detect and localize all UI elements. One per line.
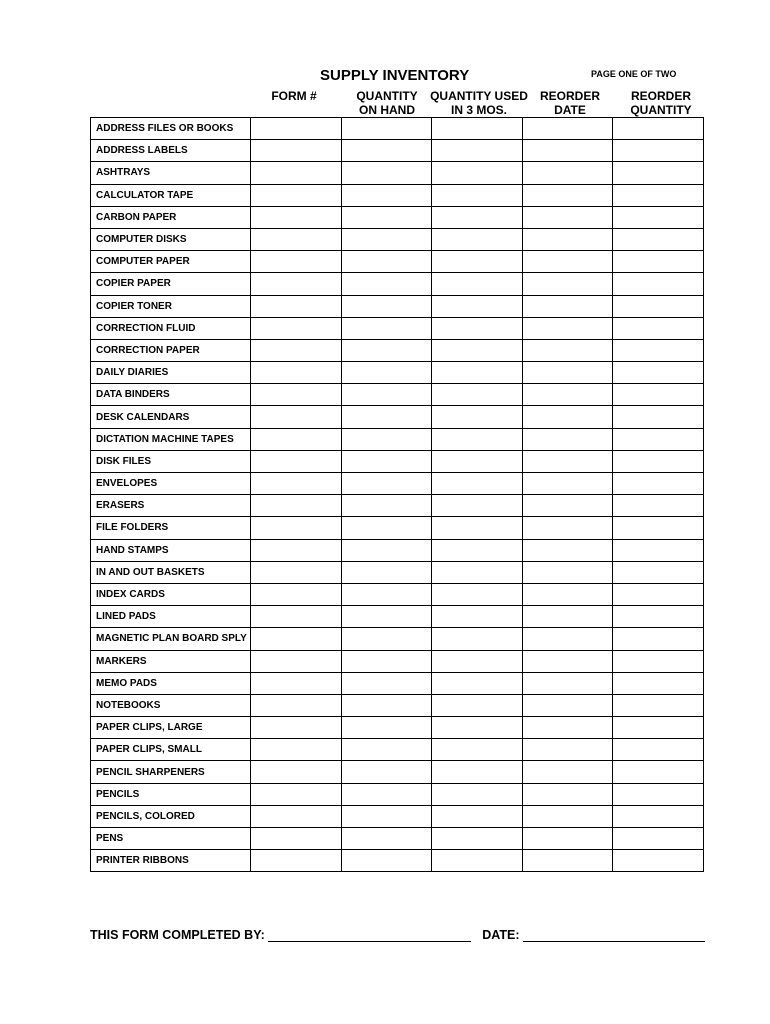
reorder-quantity-cell[interactable] [613,251,704,273]
quantity-on-hand-cell[interactable] [341,362,432,384]
form-number-cell[interactable] [251,406,342,428]
supply-item-label: PAPER CLIPS, SMALL [91,739,251,761]
table-row [91,561,704,583]
quantity-used-cell[interactable] [432,583,523,605]
reorder-quantity-cell[interactable] [613,694,704,716]
supply-item-label: COPIER PAPER [91,273,251,295]
table-row [91,739,704,761]
form-number-cell[interactable] [251,428,342,450]
reorder-date-cell[interactable] [522,761,613,783]
quantity-used-cell[interactable] [432,317,523,339]
reorder-date-cell[interactable] [522,251,613,273]
supply-item-label: IN AND OUT BASKETS [91,561,251,583]
reorder-quantity-cell[interactable] [613,273,704,295]
table-row [91,384,704,406]
quantity-used-cell[interactable] [432,717,523,739]
form-number-cell[interactable] [251,739,342,761]
reorder-date-cell[interactable] [522,140,613,162]
quantity-on-hand-cell[interactable] [341,717,432,739]
quantity-on-hand-cell[interactable] [341,406,432,428]
reorder-date-cell[interactable] [522,561,613,583]
reorder-date-cell[interactable] [522,717,613,739]
reorder-quantity-cell[interactable] [613,583,704,605]
form-number-cell[interactable] [251,628,342,650]
column-header-line: QUANTITY [630,103,692,117]
reorder-quantity-cell[interactable] [613,228,704,250]
column-header-line: FORM # [271,89,317,103]
column-header-reorder-quantity [626,89,696,117]
form-number-cell[interactable] [251,717,342,739]
table-row [91,783,704,805]
quantity-used-cell[interactable] [432,473,523,495]
supply-item-label: CORRECTION FLUID [91,317,251,339]
quantity-on-hand-cell[interactable] [341,384,432,406]
quantity-used-cell[interactable] [432,628,523,650]
reorder-quantity-cell[interactable] [613,805,704,827]
table-row [91,428,704,450]
supply-item-label: FILE FOLDERS [91,517,251,539]
quantity-used-cell[interactable] [432,850,523,872]
reorder-date-cell[interactable] [522,783,613,805]
reorder-quantity-cell[interactable] [613,162,704,184]
supply-item-label: PAPER CLIPS, LARGE [91,717,251,739]
supply-item-label: CARBON PAPER [91,206,251,228]
inventory-table [90,117,704,872]
quantity-used-cell[interactable] [432,672,523,694]
table-row [91,539,704,561]
supply-item-label: DATA BINDERS [91,384,251,406]
reorder-quantity-cell[interactable] [613,650,704,672]
table-row [91,295,704,317]
table-row [91,251,704,273]
reorder-date-cell[interactable] [522,828,613,850]
reorder-date-cell[interactable] [522,406,613,428]
reorder-quantity-cell[interactable] [613,606,704,628]
form-number-cell[interactable] [251,450,342,472]
reorder-quantity-cell[interactable] [613,184,704,206]
quantity-used-cell[interactable] [432,184,523,206]
supply-item-label: PENCIL SHARPENERS [91,761,251,783]
quantity-used-cell[interactable] [432,694,523,716]
form-number-cell[interactable] [251,517,342,539]
supply-item-label: COMPUTER DISKS [91,228,251,250]
column-header-quantity-used [430,89,528,117]
quantity-used-cell[interactable] [432,362,523,384]
supply-item-label: ASHTRAYS [91,162,251,184]
quantity-on-hand-cell[interactable] [341,783,432,805]
reorder-quantity-cell[interactable] [613,384,704,406]
quantity-on-hand-cell[interactable] [341,650,432,672]
table-row [91,761,704,783]
reorder-date-cell[interactable] [522,273,613,295]
reorder-date-cell[interactable] [522,228,613,250]
reorder-quantity-cell[interactable] [613,339,704,361]
reorder-quantity-cell[interactable] [613,495,704,517]
reorder-date-cell[interactable] [522,184,613,206]
supply-item-label: PENS [91,828,251,850]
table-row [91,495,704,517]
quantity-used-cell[interactable] [432,140,523,162]
supply-item-label: INDEX CARDS [91,583,251,605]
quantity-used-cell[interactable] [432,828,523,850]
form-number-cell[interactable] [251,583,342,605]
form-number-cell[interactable] [251,251,342,273]
form-number-cell[interactable] [251,473,342,495]
reorder-quantity-cell[interactable] [613,406,704,428]
column-header-reorder-date [536,89,604,117]
table-row [91,317,704,339]
reorder-quantity-cell[interactable] [613,428,704,450]
reorder-date-cell[interactable] [522,850,613,872]
table-row [91,206,704,228]
reorder-date-cell[interactable] [522,295,613,317]
supply-item-label: ADDRESS LABELS [91,140,251,162]
quantity-used-cell[interactable] [432,384,523,406]
supply-item-label: COMPUTER PAPER [91,251,251,273]
quantity-used-cell[interactable] [432,561,523,583]
table-row [91,118,704,140]
form-number-cell[interactable] [251,783,342,805]
reorder-quantity-cell[interactable] [613,850,704,872]
reorder-date-cell[interactable] [522,672,613,694]
page-indicator: PAGE ONE OF TWO [591,69,677,79]
supply-item-label: PENCILS, COLORED [91,805,251,827]
quantity-used-cell[interactable] [432,228,523,250]
completed-by-field[interactable] [268,929,471,942]
quantity-used-cell[interactable] [432,606,523,628]
supply-item-label: PENCILS [91,783,251,805]
quantity-used-cell[interactable] [432,650,523,672]
reorder-date-cell[interactable] [522,206,613,228]
reorder-date-cell[interactable] [522,650,613,672]
reorder-date-cell[interactable] [522,606,613,628]
quantity-on-hand-cell[interactable] [341,694,432,716]
reorder-date-cell[interactable] [522,628,613,650]
table-row [91,450,704,472]
quantity-on-hand-cell[interactable] [341,184,432,206]
table-row [91,228,704,250]
reorder-quantity-cell[interactable] [613,539,704,561]
quantity-used-cell[interactable] [432,805,523,827]
column-header-line: DATE [554,103,586,117]
quantity-on-hand-cell[interactable] [341,450,432,472]
quantity-on-hand-cell[interactable] [341,583,432,605]
quantity-used-cell[interactable] [432,339,523,361]
quantity-on-hand-cell[interactable] [341,828,432,850]
reorder-date-cell[interactable] [522,805,613,827]
reorder-quantity-cell[interactable] [613,450,704,472]
quantity-on-hand-cell[interactable] [341,739,432,761]
quantity-used-cell[interactable] [432,251,523,273]
column-header-quantity-on-hand [352,89,422,117]
table-row [91,583,704,605]
supply-item-label: DAILY DIARIES [91,362,251,384]
supply-item-label: COPIER TONER [91,295,251,317]
form-footer [90,928,705,942]
quantity-on-hand-cell[interactable] [341,317,432,339]
reorder-date-cell[interactable] [522,384,613,406]
quantity-used-cell[interactable] [432,206,523,228]
reorder-quantity-cell[interactable] [613,828,704,850]
column-header-line: QUANTITY [356,89,418,103]
supply-item-label: DISK FILES [91,450,251,472]
table-row [91,717,704,739]
reorder-quantity-cell[interactable] [613,739,704,761]
quantity-on-hand-cell[interactable] [341,140,432,162]
quantity-on-hand-cell[interactable] [341,251,432,273]
reorder-quantity-cell[interactable] [613,362,704,384]
quantity-used-cell[interactable] [432,517,523,539]
form-number-cell[interactable] [251,206,342,228]
table-row [91,162,704,184]
reorder-date-cell[interactable] [522,162,613,184]
supply-item-label: MEMO PADS [91,672,251,694]
form-number-cell[interactable] [251,228,342,250]
supply-item-label: DESK CALENDARS [91,406,251,428]
reorder-quantity-cell[interactable] [613,140,704,162]
column-header-line: ON HAND [359,103,415,117]
form-number-cell[interactable] [251,339,342,361]
supply-item-label: CALCULATOR TAPE [91,184,251,206]
quantity-on-hand-cell[interactable] [341,517,432,539]
reorder-date-cell[interactable] [522,694,613,716]
column-header-line: QUANTITY USED [430,89,528,103]
quantity-used-cell[interactable] [432,495,523,517]
reorder-date-cell[interactable] [522,517,613,539]
form-number-cell[interactable] [251,828,342,850]
quantity-on-hand-cell[interactable] [341,273,432,295]
quantity-on-hand-cell[interactable] [341,805,432,827]
reorder-quantity-cell[interactable] [613,717,704,739]
form-number-cell[interactable] [251,850,342,872]
reorder-quantity-cell[interactable] [613,517,704,539]
column-header-form-number [268,89,320,103]
reorder-quantity-cell[interactable] [613,561,704,583]
form-number-cell[interactable] [251,184,342,206]
reorder-quantity-cell[interactable] [613,295,704,317]
form-number-cell[interactable] [251,140,342,162]
form-title: SUPPLY INVENTORY [320,67,470,84]
form-number-cell[interactable] [251,761,342,783]
quantity-on-hand-cell[interactable] [341,561,432,583]
quantity-on-hand-cell[interactable] [341,628,432,650]
date-label: DATE: [482,928,520,942]
supply-item-label: ENVELOPES [91,473,251,495]
inventory-table-body [91,118,704,872]
quantity-used-cell[interactable] [432,295,523,317]
form-number-cell[interactable] [251,650,342,672]
quantity-on-hand-cell[interactable] [341,761,432,783]
form-number-cell[interactable] [251,561,342,583]
quantity-on-hand-cell[interactable] [341,162,432,184]
form-number-cell[interactable] [251,606,342,628]
reorder-quantity-cell[interactable] [613,118,704,140]
form-number-cell[interactable] [251,118,342,140]
reorder-date-cell[interactable] [522,317,613,339]
quantity-on-hand-cell[interactable] [341,206,432,228]
form-number-cell[interactable] [251,805,342,827]
reorder-quantity-cell[interactable] [613,473,704,495]
reorder-quantity-cell[interactable] [613,317,704,339]
reorder-date-cell[interactable] [522,583,613,605]
supply-item-label: MAGNETIC PLAN BOARD SPLY [91,628,251,650]
reorder-date-cell[interactable] [522,362,613,384]
quantity-on-hand-cell[interactable] [341,495,432,517]
quantity-on-hand-cell[interactable] [341,850,432,872]
column-header-line: IN 3 MOS. [450,103,507,117]
supply-item-label: ERASERS [91,495,251,517]
form-number-cell[interactable] [251,295,342,317]
table-row [91,517,704,539]
table-row [91,140,704,162]
reorder-quantity-cell[interactable] [613,783,704,805]
table-row [91,473,704,495]
quantity-on-hand-cell[interactable] [341,539,432,561]
reorder-date-cell[interactable] [522,118,613,140]
quantity-used-cell[interactable] [432,739,523,761]
quantity-used-cell[interactable] [432,406,523,428]
quantity-on-hand-cell[interactable] [341,428,432,450]
quantity-on-hand-cell[interactable] [341,606,432,628]
supply-item-label: HAND STAMPS [91,539,251,561]
form-number-cell[interactable] [251,162,342,184]
date-field[interactable] [523,929,705,942]
form-number-cell[interactable] [251,539,342,561]
reorder-quantity-cell[interactable] [613,672,704,694]
table-row [91,339,704,361]
supply-item-label: LINED PADS [91,606,251,628]
reorder-quantity-cell[interactable] [613,206,704,228]
reorder-date-cell[interactable] [522,450,613,472]
quantity-on-hand-cell[interactable] [341,228,432,250]
table-row [91,650,704,672]
quantity-used-cell[interactable] [432,761,523,783]
table-row [91,273,704,295]
supply-item-label: ADDRESS FILES OR BOOKS [91,118,251,140]
reorder-date-cell[interactable] [522,339,613,361]
table-row [91,184,704,206]
quantity-used-cell[interactable] [432,273,523,295]
supply-item-label: CORRECTION PAPER [91,339,251,361]
table-row [91,694,704,716]
quantity-used-cell[interactable] [432,162,523,184]
quantity-used-cell[interactable] [432,428,523,450]
quantity-used-cell[interactable] [432,783,523,805]
quantity-used-cell[interactable] [432,539,523,561]
reorder-date-cell[interactable] [522,428,613,450]
reorder-date-cell[interactable] [522,473,613,495]
form-number-cell[interactable] [251,317,342,339]
supply-item-label: NOTEBOOKS [91,694,251,716]
table-row [91,606,704,628]
quantity-on-hand-cell[interactable] [341,118,432,140]
table-row [91,828,704,850]
reorder-date-cell[interactable] [522,495,613,517]
reorder-quantity-cell[interactable] [613,628,704,650]
supply-item-label: PRINTER RIBBONS [91,850,251,872]
form-number-cell[interactable] [251,384,342,406]
table-row [91,362,704,384]
form-number-cell[interactable] [251,273,342,295]
form-number-cell[interactable] [251,694,342,716]
completed-by-label: THIS FORM COMPLETED BY: [90,928,265,942]
column-header-line: REORDER [539,89,600,103]
table-row [91,805,704,827]
quantity-on-hand-cell[interactable] [341,473,432,495]
table-row [91,406,704,428]
quantity-on-hand-cell[interactable] [341,295,432,317]
quantity-on-hand-cell[interactable] [341,672,432,694]
quantity-used-cell[interactable] [432,118,523,140]
table-row [91,850,704,872]
table-row [91,672,704,694]
table-row [91,628,704,650]
quantity-used-cell[interactable] [432,450,523,472]
form-number-cell[interactable] [251,362,342,384]
reorder-quantity-cell[interactable] [613,761,704,783]
reorder-date-cell[interactable] [522,539,613,561]
supply-item-label: MARKERS [91,650,251,672]
form-number-cell[interactable] [251,672,342,694]
form-number-cell[interactable] [251,495,342,517]
reorder-date-cell[interactable] [522,739,613,761]
supply-item-label: DICTATION MACHINE TAPES [91,428,251,450]
column-header-line: REORDER [630,89,691,103]
quantity-on-hand-cell[interactable] [341,339,432,361]
